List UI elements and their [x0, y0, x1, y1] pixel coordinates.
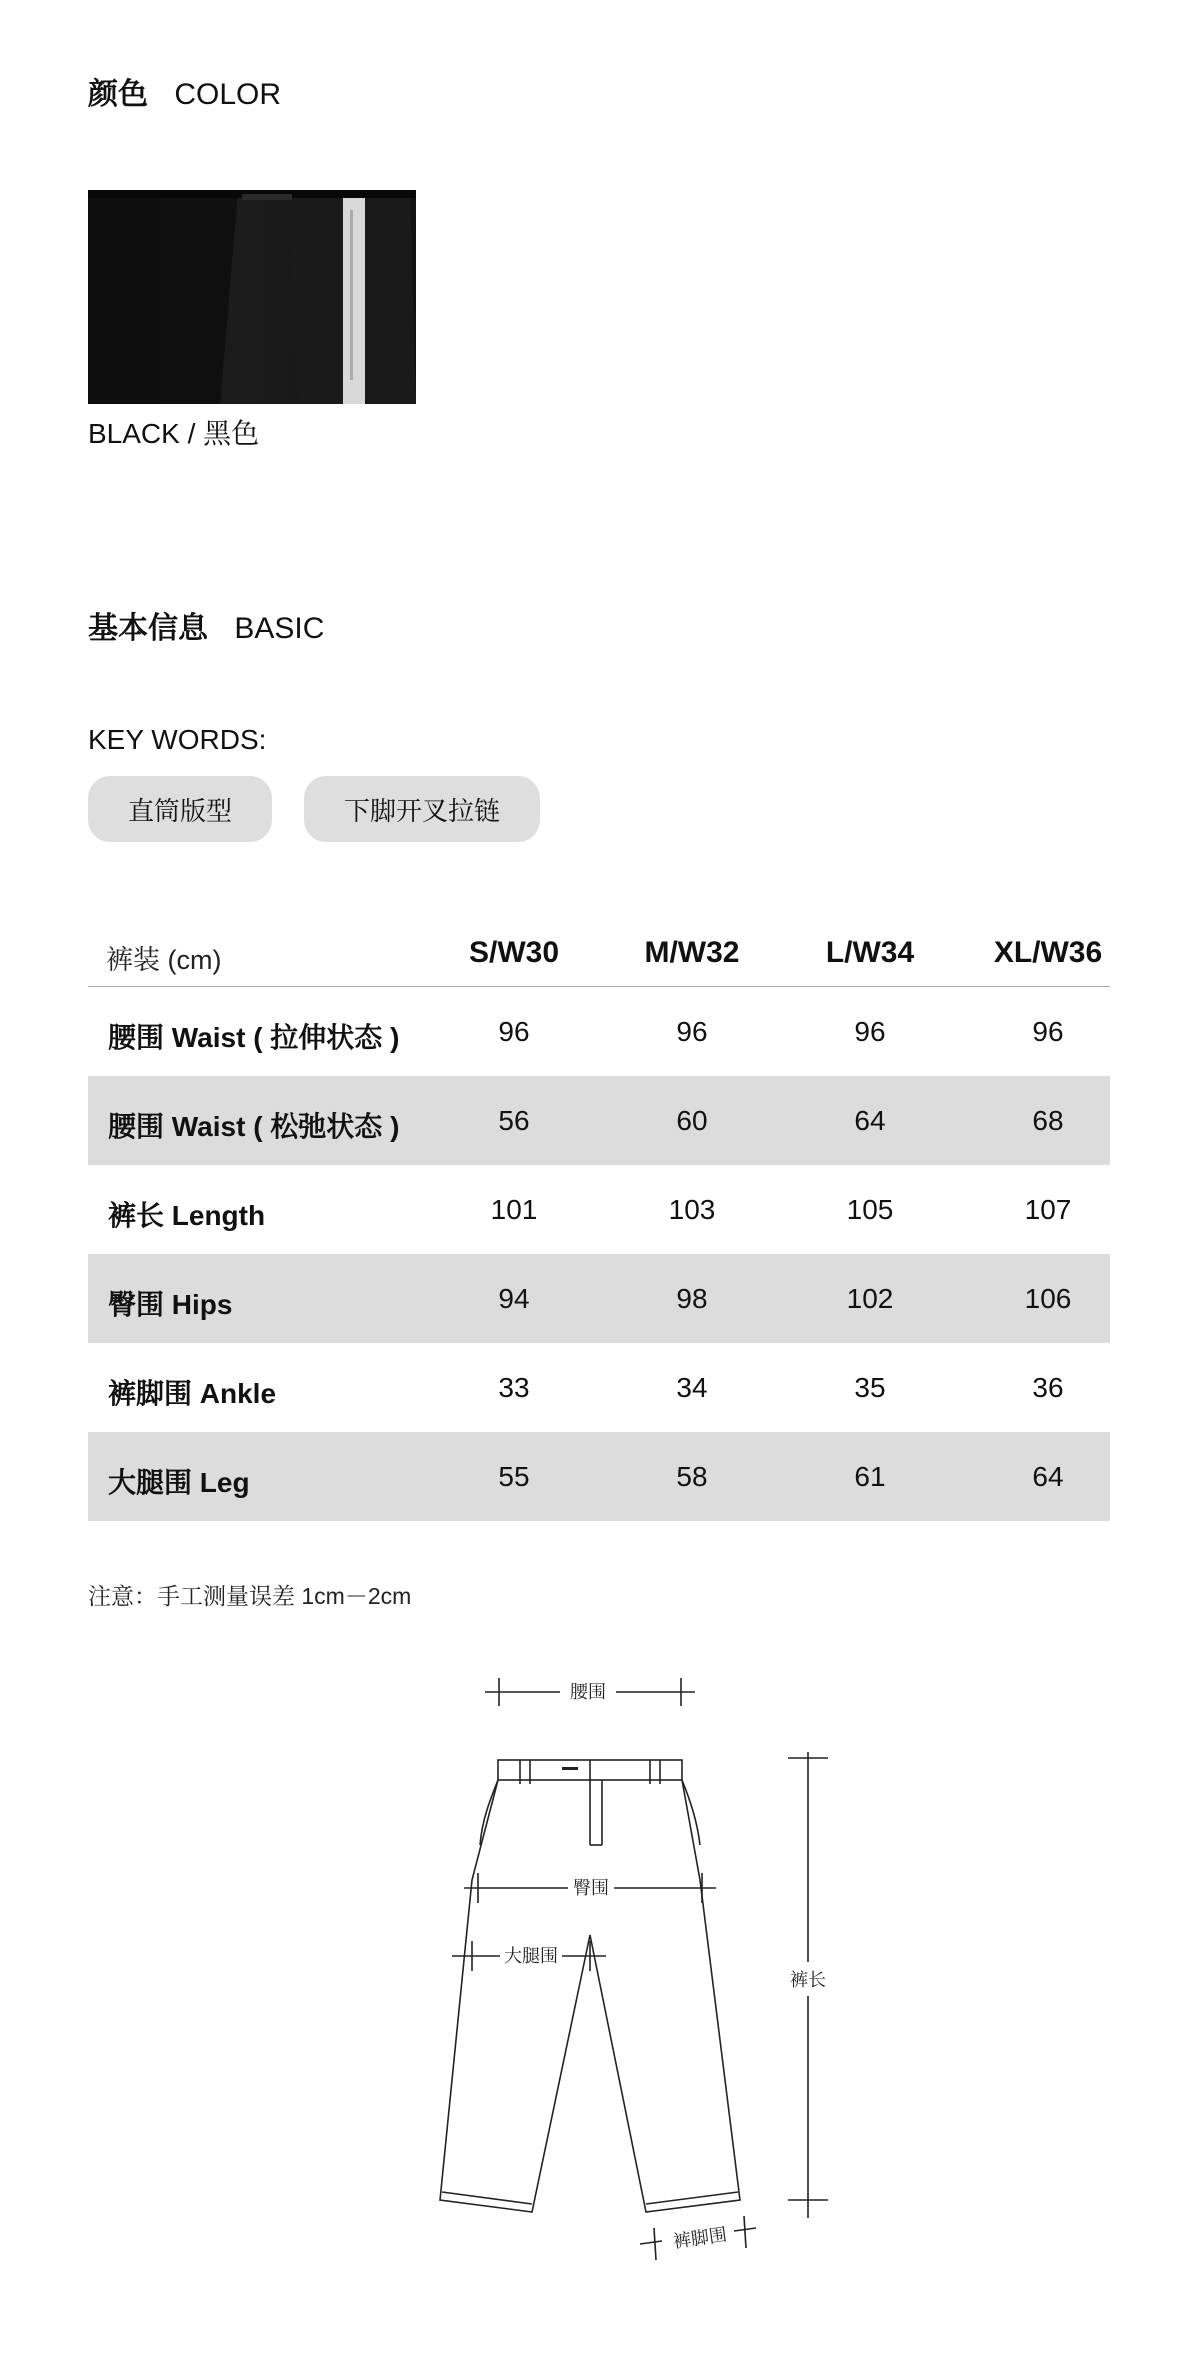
keyword-chip: 下脚开叉拉链 [304, 776, 540, 842]
cell-value: 105 [846, 1194, 894, 1225]
color-title-en: COLOR [174, 78, 282, 111]
diagram-label-length: 裤长 [790, 1970, 826, 1990]
cell-value: 98 [676, 1283, 708, 1314]
row-label: 大腿围 Leg [108, 1467, 250, 1498]
cell-value: 36 [1032, 1372, 1064, 1403]
cell-value: 106 [1024, 1283, 1072, 1314]
cell-value: 94 [498, 1283, 530, 1314]
size-header: M/W32 [644, 936, 740, 969]
basic-title-en: BASIC [234, 612, 325, 645]
diagram-label-leg: 大腿围 [504, 1946, 558, 1966]
diagram-label-hips: 臀围 [573, 1878, 609, 1898]
cell-value: 64 [854, 1105, 886, 1136]
cell-value: 56 [498, 1105, 530, 1136]
cell-value: 102 [846, 1283, 894, 1314]
size-header: S/W30 [468, 936, 560, 969]
cell-value: 96 [854, 1016, 886, 1047]
cell-value: 68 [1032, 1105, 1064, 1136]
color-title-zh: 颜色 [88, 78, 148, 111]
basic-title-zh: 基本信息 [88, 612, 208, 645]
cell-value: 61 [854, 1461, 886, 1492]
size-table-unit-label: 裤装 (cm) [106, 945, 222, 975]
row-label: 裤脚围 Ankle [108, 1378, 277, 1409]
cell-value: 34 [676, 1372, 708, 1403]
keywords-label: KEY WORDS: [88, 724, 267, 755]
cell-value: 96 [676, 1016, 708, 1047]
measurement-note: 注意：手工测量误差 1cm－2cm [88, 1583, 412, 1609]
size-header: L/W34 [825, 936, 915, 969]
cell-value: 35 [854, 1372, 886, 1403]
cell-value: 60 [676, 1105, 708, 1136]
row-label: 腰围 Waist ( 松弛状态 ) [108, 1111, 400, 1142]
diagram-label-ankle: 裤脚围 [671, 2224, 729, 2252]
diagram-label-waist: 腰围 [570, 1682, 606, 1702]
cell-value: 96 [1032, 1016, 1064, 1047]
color-swatch-label: BLACK / 黑色 [88, 418, 260, 449]
cell-value: 33 [498, 1372, 530, 1403]
row-label: 臀围 Hips [108, 1289, 233, 1320]
cell-value: 103 [668, 1194, 716, 1225]
cell-value: 64 [1032, 1461, 1064, 1492]
cell-value: 107 [1024, 1194, 1072, 1225]
cell-value: 58 [676, 1461, 708, 1492]
cell-value: 96 [498, 1016, 530, 1047]
row-label: 裤长 Length [108, 1200, 266, 1231]
row-label: 腰围 Waist ( 拉伸状态 ) [108, 1022, 400, 1053]
keyword-chip: 直筒版型 [88, 776, 272, 842]
size-header: XL/W36 [993, 936, 1103, 969]
cell-value: 101 [490, 1194, 538, 1225]
cell-value: 55 [498, 1461, 530, 1492]
